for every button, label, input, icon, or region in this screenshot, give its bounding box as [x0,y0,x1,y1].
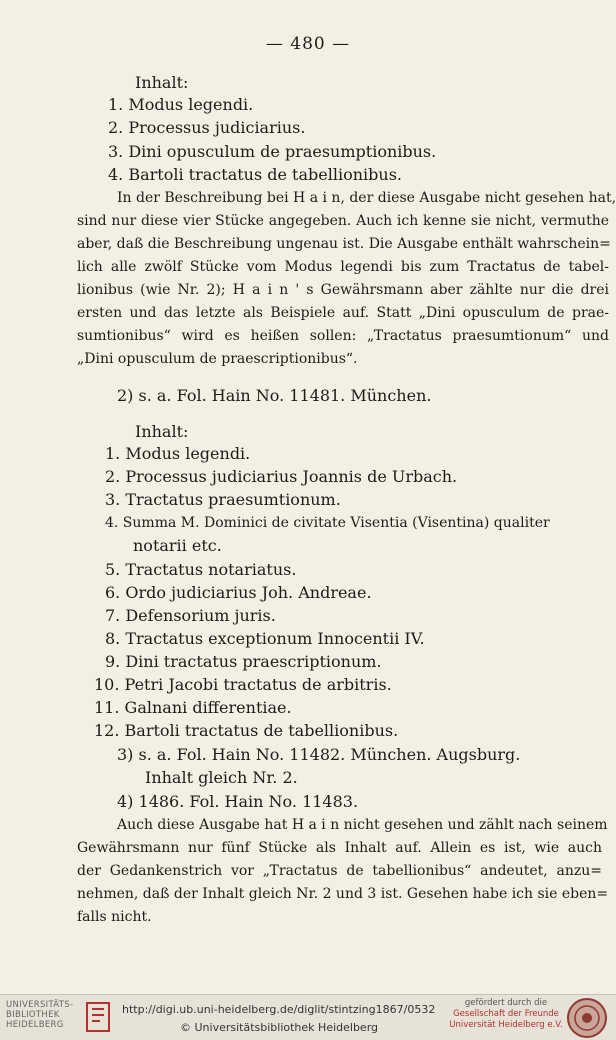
text-line: falls nicht. [77,909,152,925]
text-line: 11. Galnani differentiae. [94,698,292,717]
text-line: In der Beschreibung bei H a i n, der diese Ausgabe nicht gesehen hat, [117,190,616,206]
university-seal-icon [566,997,608,1039]
text-line: 12. Bartoli tractatus de tabellionibus. [94,721,399,740]
library-name: UNIVERSITÄTS- BIBLIOTHEK HEIDELBERG [6,1000,74,1030]
text-line: 4) 1486. Fol. Hain No. 11483. [117,792,359,811]
text-line: 10. Petri Jacobi tractatus de arbitris. [94,675,392,694]
digitization-footer [0,994,616,1040]
text-line: 6. Ordo judiciarius Joh. Andreae. [105,583,372,602]
text-line: 3) s. a. Fol. Hain No. 11482. München. Augsburg. [117,745,521,764]
text-line: der Gedankenstrich vor „Tractatus de tabellionibus“ andeutet, anzu= [77,863,602,879]
text-line: 2. Processus judiciarius. [108,118,306,137]
sponsor-notice: gefördert durch die Gesellschaft der Freunde Universität Heidelberg e.V. [449,998,563,1030]
text-line: 8. Tractatus exceptionum Innocentii IV. [105,629,425,648]
text-line: 5. Tractatus notariatus. [105,560,297,579]
text-line: aber, daß die Beschreibung ungenau ist. Die Ausgabe enthält wahrschein= [77,236,611,252]
text-line: 1. Modus legendi. [105,444,251,463]
text-line: 2. Processus judiciarius Joannis de Urbach. [105,467,458,486]
text-line: notarii etc. [133,536,222,555]
library-logo-icon [84,999,112,1035]
text-line: lionibus (wie Nr. 2); H a i n ' s Gewährsmann aber zählte nur die drei [77,282,609,298]
text-line: sind nur diese vier Stücke angegeben. Auch ich kenne sie nicht, vermuthe [77,213,609,229]
text-line: lich alle zwölf Stücke vom Modus legendi bis zum Tractatus de tabel- [77,259,609,275]
text-line: nehmen, daß der Inhalt gleich Nr. 2 und 3 ist. Gesehen habe ich sie eben= [77,886,609,902]
text-line: 3. Dini opusculum de praesumptionibus. [108,142,437,161]
text-line: 4. Bartoli tractatus de tabellionibus. [108,165,402,184]
text-line: 3. Tractatus praesumtionum. [105,490,341,509]
permalink[interactable]: http://digi.ub.uni-heidelberg.de/diglit/stintzing1867/0532 [122,1003,436,1016]
text-line: 4. Summa M. Dominici de civitate Visentia (Visentina) qualiter [105,515,550,531]
text-line: Inhalt: [135,73,189,92]
text-line: 1. Modus legendi. [108,95,254,114]
text-line: Inhalt gleich Nr. 2. [145,768,298,787]
text-line: sumtionibus“ wird es heißen sollen: „Tractatus praesumtionum“ und [77,328,609,344]
text-line: 7. Defensorium juris. [105,606,276,625]
copyright-notice: © Universitätsbibliothek Heidelberg [180,1021,379,1034]
text-line: ersten und das letzte als Beispiele auf. Statt „Dini opusculum de prae- [77,305,609,321]
text-line: Gewährsmann nur fünf Stücke als Inhalt auf. Allein es ist, wie auch [77,840,602,856]
text-line: 2) s. a. Fol. Hain No. 11481. München. [117,386,432,405]
text-line: Auch diese Ausgabe hat H a i n nicht gesehen und zählt nach seinem [117,817,608,833]
page-number: — 480 — [265,34,351,54]
text-line: „Dini opusculum de praescriptionibus“. [77,351,358,367]
text-line: 9. Dini tractatus praescriptionum. [105,652,382,671]
text-line: Inhalt: [135,422,189,441]
